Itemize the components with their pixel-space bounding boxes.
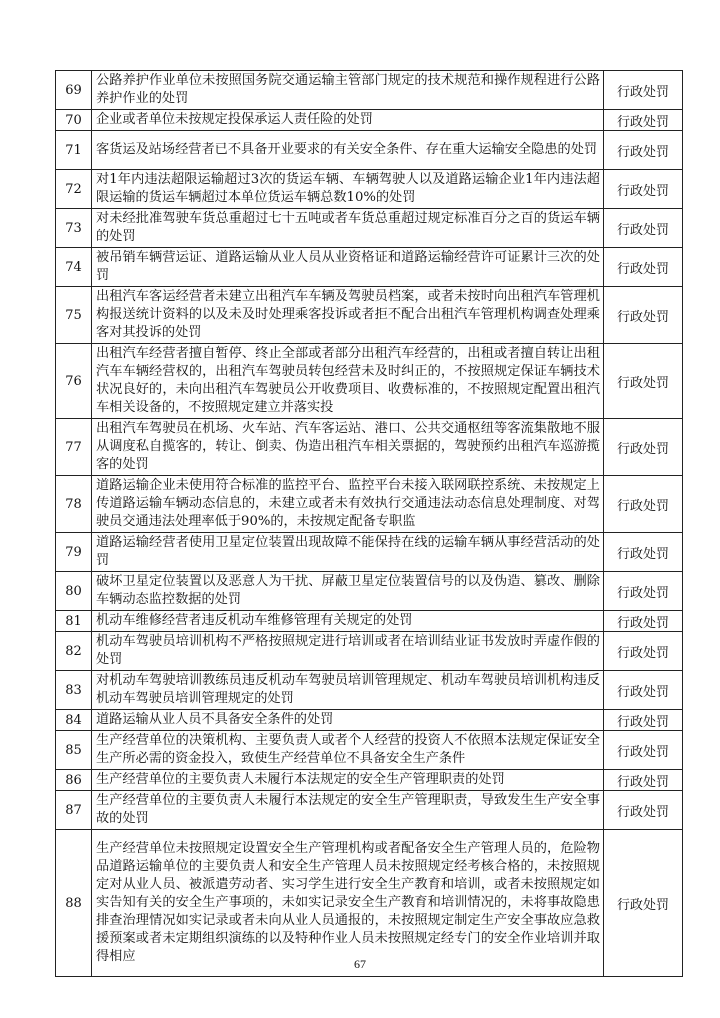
item-category: 行政处罚 xyxy=(604,170,683,209)
item-description: 客货运及站场经营者已不具备开业要求的有关安全条件、存在重大运输安全隐患的处罚 xyxy=(92,131,604,170)
item-number: 70 xyxy=(56,110,92,131)
item-number: 78 xyxy=(56,476,92,533)
table-row xyxy=(56,533,683,572)
table-row xyxy=(56,731,683,770)
table-row xyxy=(56,770,683,791)
item-category: 行政处罚 xyxy=(604,572,683,611)
item-number: 87 xyxy=(56,791,92,830)
item-description: 道路运输从业人员不具备安全条件的处罚 xyxy=(92,710,604,731)
item-category: 行政处罚 xyxy=(604,632,683,671)
item-category: 行政处罚 xyxy=(604,287,683,344)
item-category: 行政处罚 xyxy=(604,344,683,419)
table-row xyxy=(56,830,683,977)
item-category: 行政处罚 xyxy=(604,710,683,731)
table-row xyxy=(56,170,683,209)
item-description: 机动车驾驶员培训机构不严格按照规定进行培训或者在培训结业证书发放时弄虚作假的处罚 xyxy=(92,632,604,671)
item-number: 76 xyxy=(56,344,92,419)
item-description: 道路运输企业未使用符合标准的监控平台、监控平台未接入联网联控系统、未按规定上传道路运输车辆动态信息的，未建立或者未有效执行交通违法动态信息处理制度、对驾驶员交通违法处理率低于90%的，未按规定配备专职监 xyxy=(92,476,604,533)
item-description: 生产经营单位未按照规定设置安全生产管理机构或者配备安全生产管理人员的，危险物品道路运输单位的主要负责人和安全生产管理人员未按照规定经考核合格的，未按照规定对从业人员、被派遣劳动者、实习学生进行安全生产教育和培训，或者未按照规定如实告知有关的安全生产事项的，未如实记录安全生产教育和培训情况的，未将事故隐患排查治理情况如实记录或者未向从业人员通报的，未按照规定制定生产安全事故应急救援预案或者未定期组织演练的以及特种作业人员未按照规定经专门的安全作业培训并取得相应 xyxy=(92,830,604,977)
item-description: 出租汽车客运经营者未建立出租汽车车辆及驾驶员档案，或者未按时向出租汽车管理机构报送统计资料的以及未及时处理乘客投诉或者拒不配合出租汽车管理机构调查处理乘客对其投诉的处罚 xyxy=(92,287,604,344)
item-category: 行政处罚 xyxy=(604,830,683,977)
enforcement-table xyxy=(55,70,683,977)
table-row xyxy=(56,110,683,131)
item-category: 行政处罚 xyxy=(604,611,683,632)
item-category: 行政处罚 xyxy=(604,131,683,170)
table-body xyxy=(56,71,683,977)
item-number: 73 xyxy=(56,209,92,248)
item-number: 81 xyxy=(56,611,92,632)
item-description: 对机动车驾驶培训教练员违反机动车驾驶员培训管理规定、机动车驾驶员培训机构违反机动车驾驶员培训管理规定的处罚 xyxy=(92,671,604,710)
item-number: 71 xyxy=(56,131,92,170)
item-number: 86 xyxy=(56,770,92,791)
table-row xyxy=(56,476,683,533)
item-number: 77 xyxy=(56,419,92,476)
table-row xyxy=(56,419,683,476)
item-number: 74 xyxy=(56,248,92,287)
item-category: 行政处罚 xyxy=(604,71,683,110)
item-number: 85 xyxy=(56,731,92,770)
table-row xyxy=(56,209,683,248)
table-row xyxy=(56,344,683,419)
item-description: 机动车维修经营者违反机动车维修管理有关规定的处罚 xyxy=(92,611,604,632)
table-row xyxy=(56,632,683,671)
item-category: 行政处罚 xyxy=(604,671,683,710)
item-category: 行政处罚 xyxy=(604,770,683,791)
item-number: 80 xyxy=(56,572,92,611)
item-category: 行政处罚 xyxy=(604,209,683,248)
table-row xyxy=(56,131,683,170)
table-row xyxy=(56,671,683,710)
item-number: 75 xyxy=(56,287,92,344)
table-row xyxy=(56,287,683,344)
item-description: 对1年内违法超限运输超过3次的货运车辆、车辆驾驶人以及道路运输企业1年内违法超限运输的货运车辆超过本单位货运车辆总数10%的处罚 xyxy=(92,170,604,209)
table-row xyxy=(56,572,683,611)
table-row xyxy=(56,791,683,830)
item-number: 79 xyxy=(56,533,92,572)
table-row xyxy=(56,611,683,632)
item-number: 83 xyxy=(56,671,92,710)
item-number: 69 xyxy=(56,71,92,110)
table-row xyxy=(56,248,683,287)
item-category: 行政处罚 xyxy=(604,533,683,572)
item-description: 破坏卫星定位装置以及恶意人为干扰、屏蔽卫星定位装置信号的以及伪造、篡改、删除车辆动态监控数据的处罚 xyxy=(92,572,604,611)
item-description: 道路运输经营者使用卫星定位装置出现故障不能保持在线的运输车辆从事经营活动的处罚 xyxy=(92,533,604,572)
item-number: 72 xyxy=(56,170,92,209)
item-category: 行政处罚 xyxy=(604,731,683,770)
item-number: 84 xyxy=(56,710,92,731)
item-description: 对未经批准驾驶车货总重超过七十五吨或者车货总重超过规定标准百分之百的货运车辆的处罚 xyxy=(92,209,604,248)
item-category: 行政处罚 xyxy=(604,248,683,287)
item-description: 生产经营单位的主要负责人未履行本法规定的安全生产管理职责，导致发生生产安全事故的处罚 xyxy=(92,791,604,830)
item-description: 出租汽车驾驶员在机场、火车站、汽车客运站、港口、公共交通枢纽等客流集散地不服从调度私自揽客的，转让、倒卖、伪造出租汽车相关票据的，驾驶预约出租汽车巡游揽客的处罚 xyxy=(92,419,604,476)
item-category: 行政处罚 xyxy=(604,791,683,830)
item-description: 被吊销车辆营运证、道路运输从业人员从业资格证和道路运输经营许可证累计三次的处罚 xyxy=(92,248,604,287)
item-description: 生产经营单位的决策机构、主要负责人或者个人经营的投资人不依照本法规定保证安全生产所必需的资金投入，致使生产经营单位不具备安全生产条件 xyxy=(92,731,604,770)
item-number: 82 xyxy=(56,632,92,671)
item-number: 88 xyxy=(56,830,92,977)
page-number: 67 xyxy=(354,957,366,971)
table-row xyxy=(56,710,683,731)
item-description: 企业或者单位未按规定投保承运人责任险的处罚 xyxy=(92,110,604,131)
item-description: 公路养护作业单位未按照国务院交通运输主管部门规定的技术规范和操作规程进行公路养护作业的处罚 xyxy=(92,71,604,110)
item-description: 出租汽车经营者擅自暂停、终止全部或者部分出租汽车经营的，出租或者擅自转让出租汽车车辆经营权的，出租汽车驾驶员转包经营未及时纠正的，不按照规定保证车辆技术状况良好的，未向出租汽车驾驶员公开收费项目、收费标准的，不按照规定配置出租汽车相关设备的，不按照规定建立并落实投 xyxy=(92,344,604,419)
table-row xyxy=(56,71,683,110)
item-category: 行政处罚 xyxy=(604,476,683,533)
item-category: 行政处罚 xyxy=(604,419,683,476)
item-description: 生产经营单位的主要负责人未履行本法规定的安全生产管理职责的处罚 xyxy=(92,770,604,791)
item-category: 行政处罚 xyxy=(604,110,683,131)
